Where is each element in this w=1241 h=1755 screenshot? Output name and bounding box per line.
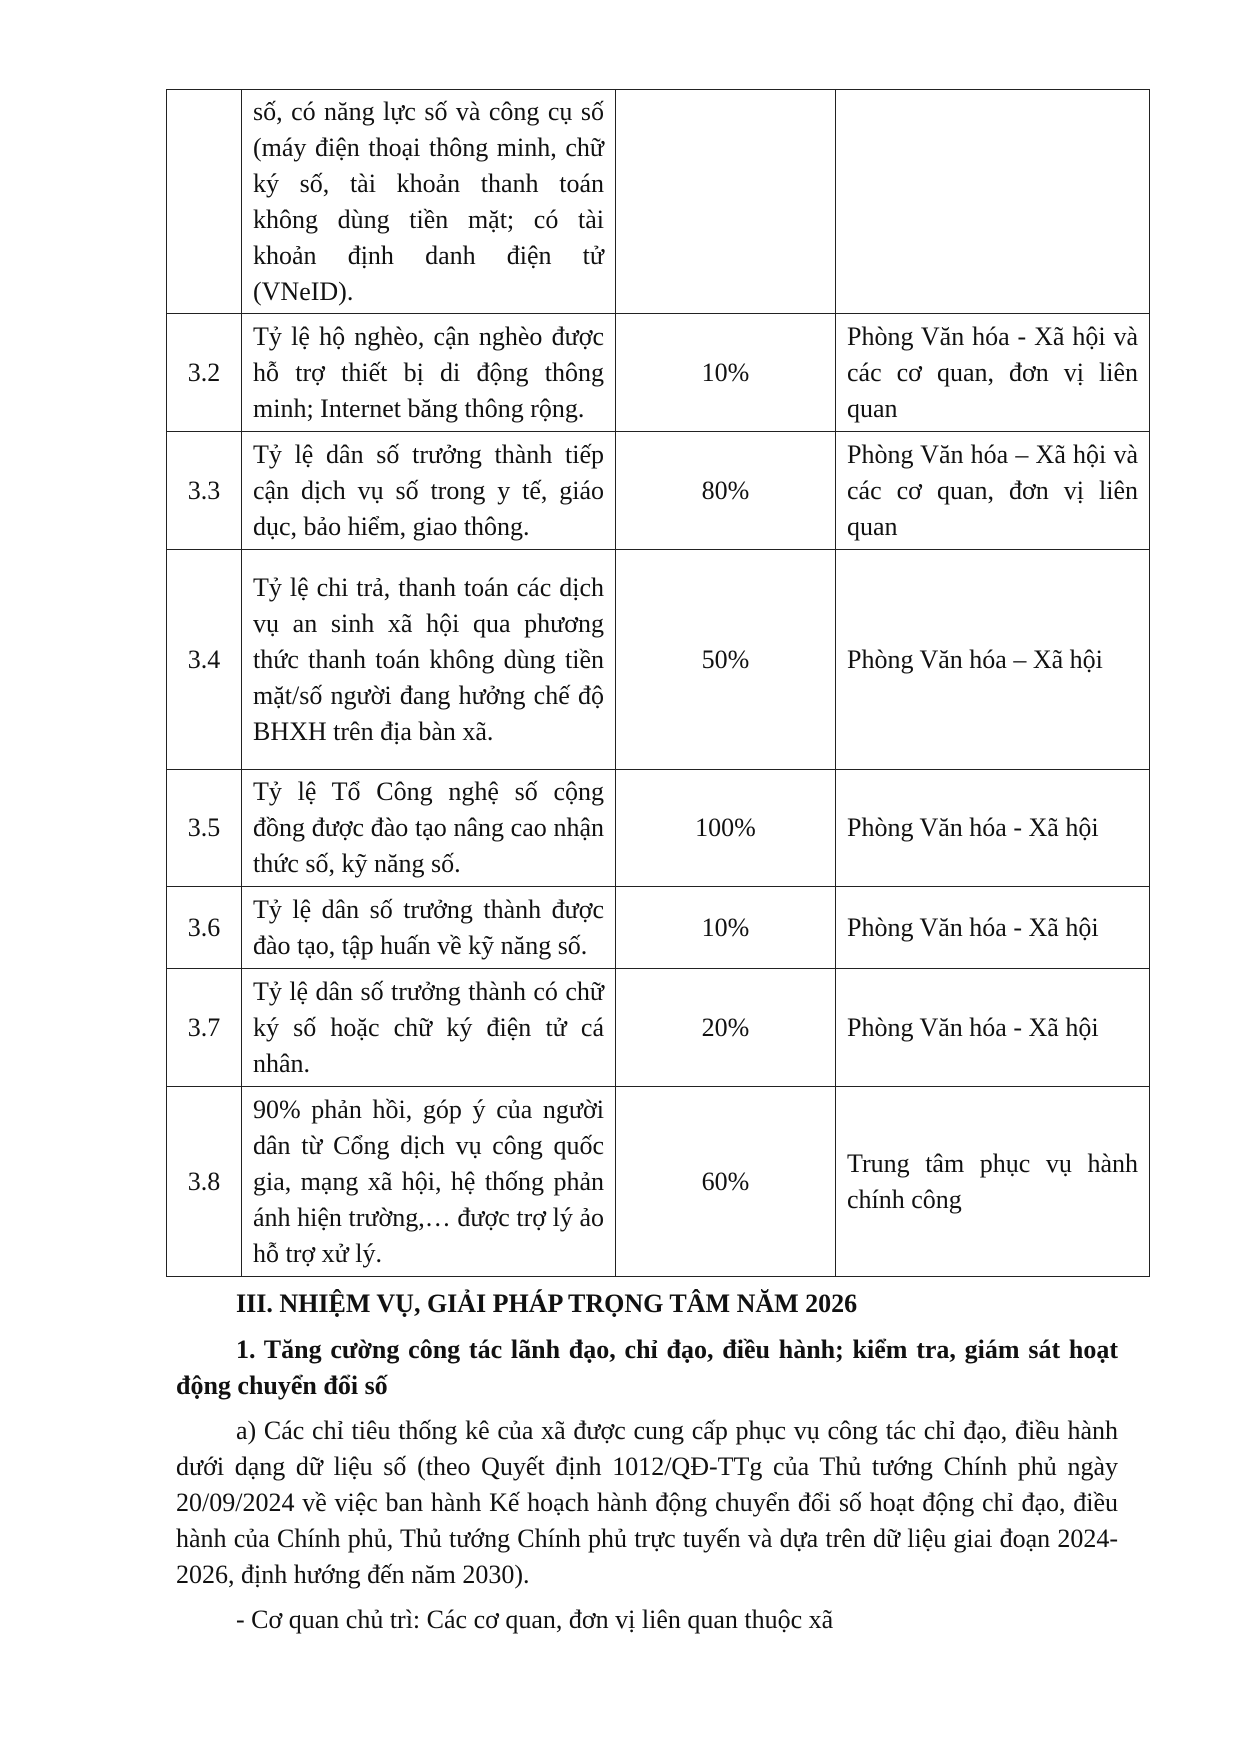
row-number [167, 90, 242, 314]
row-target-value: 100% [616, 770, 836, 887]
row-responsible-unit: Phòng Văn hóa - Xã hội [836, 969, 1150, 1087]
row-responsible-unit: Phòng Văn hóa – Xã hội [836, 550, 1150, 770]
row-description: Tỷ lệ chi trả, thanh toán các dịch vụ an sinh xã hội qua phương thức thanh toán không dùng tiền mặt/số người đang hưởng chế độ BHXH trên địa bàn xã. [242, 550, 616, 770]
lead-agency-line: - Cơ quan chủ trì: Các cơ quan, đơn vị liên quan thuộc xã [236, 1605, 834, 1634]
row-responsible-unit: Trung tâm phục vụ hành chính công [836, 1087, 1150, 1277]
table-row [167, 887, 1150, 969]
row-description: Tỷ lệ hộ nghèo, cận nghèo được hỗ trợ thiết bị di động thông minh; Internet băng thông rộng. [242, 314, 616, 432]
row-responsible-unit: Phòng Văn hóa - Xã hội [836, 770, 1150, 887]
row-target-value: 60% [616, 1087, 836, 1277]
table-row [167, 969, 1150, 1087]
table-row [167, 770, 1150, 887]
table-row [167, 432, 1150, 550]
table-row [167, 90, 1150, 314]
row-target-value [616, 90, 836, 314]
row-description: số, có năng lực số và công cụ số (máy điện thoại thông minh, chữ ký số, tài khoản thanh toán không dùng tiền mặt; có tài khoản định danh điện tử (VNeID). [242, 90, 616, 314]
row-responsible-unit: Phòng Văn hóa - Xã hội [836, 887, 1150, 969]
section-title: III. NHIỆM VỤ, GIẢI PHÁP TRỌNG TÂM NĂM 2026 [236, 1289, 858, 1318]
row-target-value: 10% [616, 887, 836, 969]
row-description: Tỷ lệ dân số trưởng thành tiếp cận dịch vụ số trong y tế, giáo dục, bảo hiểm, giao thông. [242, 432, 616, 550]
table-row [167, 1087, 1150, 1277]
row-number: 3.3 [167, 432, 242, 550]
row-description: Tỷ lệ dân số trưởng thành có chữ ký số hoặc chữ ký điện tử cá nhân. [242, 969, 616, 1087]
row-target-value: 50% [616, 550, 836, 770]
row-target-value: 20% [616, 969, 836, 1087]
row-description: Tỷ lệ dân số trưởng thành được đào tạo, tập huấn về kỹ năng số. [242, 887, 616, 969]
row-number: 3.8 [167, 1087, 242, 1277]
indicator-table [166, 89, 1150, 1277]
row-number: 3.5 [167, 770, 242, 887]
row-target-value: 80% [616, 432, 836, 550]
row-responsible-unit: Phòng Văn hóa – Xã hội và các cơ quan, đơn vị liên quan [836, 432, 1150, 550]
row-description: 90% phản hồi, góp ý của người dân từ Cổng dịch vụ công quốc gia, mạng xã hội, hệ thống phản ánh hiện trường,… được trợ lý ảo hỗ trợ xử lý. [242, 1087, 616, 1277]
row-number: 3.2 [167, 314, 242, 432]
row-number: 3.4 [167, 550, 242, 770]
table-row [167, 314, 1150, 432]
subsection-title: 1. Tăng cường công tác lãnh đạo, chỉ đạo, điều hành; kiểm tra, giám sát hoạt động chuyển đổi số [176, 1335, 1118, 1400]
row-number: 3.7 [167, 969, 242, 1087]
row-description: Tỷ lệ Tổ Công nghệ số cộng đồng được đào tạo nâng cao nhận thức số, kỹ năng số. [242, 770, 616, 887]
table-row [167, 550, 1150, 770]
paragraph-a: a) Các chỉ tiêu thống kê của xã được cung cấp phục vụ công tác chỉ đạo, điều hành dưới dạng dữ liệu số (theo Quyết định 1012/QĐ-TTg của Thủ tướng Chính phủ ngày 20/09/2024 về việc ban hành Kế hoạch hành động chuyển đổi số hoạt động chỉ đạo, điều hành của Chính phủ, Thủ tướng Chính phủ trực tuyến và dựa trên dữ liệu giai đoạn 2024-2026, định hướng đến năm 2030). [176, 1416, 1118, 1589]
row-target-value: 10% [616, 314, 836, 432]
row-responsible-unit: Phòng Văn hóa - Xã hội và các cơ quan, đơn vị liên quan [836, 314, 1150, 432]
row-number: 3.6 [167, 887, 242, 969]
row-responsible-unit [836, 90, 1150, 314]
